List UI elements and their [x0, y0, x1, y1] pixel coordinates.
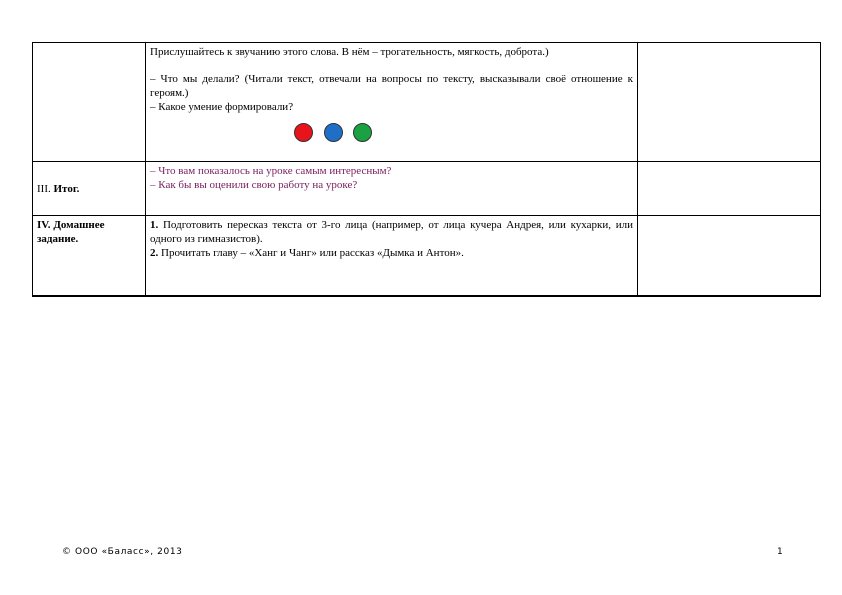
table-row	[33, 43, 821, 162]
green-dot-icon	[353, 123, 372, 142]
stage-cell	[33, 216, 146, 297]
stage-title: Итог.	[53, 182, 80, 195]
homework-item-text: Прочитать главу – «Ханг и Чанг» или рассказ «Дымка и Антон».	[161, 247, 464, 259]
red-dot-icon	[294, 123, 313, 142]
notes-cell	[638, 43, 821, 162]
homework-item-number: 1.	[150, 219, 159, 231]
page-number: 1	[777, 547, 783, 557]
homework-item-number: 2.	[150, 247, 159, 259]
notes-cell	[638, 162, 821, 216]
lesson-plan-table	[32, 42, 821, 297]
paragraph-skill-question: – Какое умение формировали?	[150, 101, 294, 113]
content-cell	[146, 43, 638, 162]
table-row	[33, 162, 821, 216]
footer-copyright: © ООО «Баласс», 2013	[62, 547, 183, 557]
traffic-light-dots	[294, 123, 374, 143]
stage-number: III.	[37, 182, 51, 195]
paragraph-listen: Прислушайтесь к звучанию этого слова. В нём – трогательность, мягкость, доброта.)	[150, 46, 549, 58]
question-interesting: – Что вам показалось на уроке самым интересным?	[150, 165, 392, 177]
stage-title: Домашнее задание.	[37, 219, 105, 245]
paragraph-what-did-we-do: – Что мы делали? (Читали текст, отвечали на вопросы по тексту, высказывали своё отношение к героям.)	[150, 73, 633, 99]
homework-item	[150, 246, 633, 260]
homework-item	[150, 218, 633, 246]
stage-cell	[33, 162, 146, 216]
stage-cell	[33, 43, 146, 162]
question-self-assessment: – Как бы вы оценили свою работу на уроке?	[150, 179, 358, 191]
content-cell	[146, 216, 638, 297]
stage-number: IV.	[37, 219, 51, 231]
homework-item-text: Подготовить пересказ текста от 3-го лица (например, от лица кучера Андрея, или кухарки, или одного из гимназистов).	[150, 219, 633, 245]
table-row	[33, 216, 821, 297]
notes-cell	[638, 216, 821, 297]
blue-dot-icon	[324, 123, 343, 142]
content-cell	[146, 162, 638, 216]
